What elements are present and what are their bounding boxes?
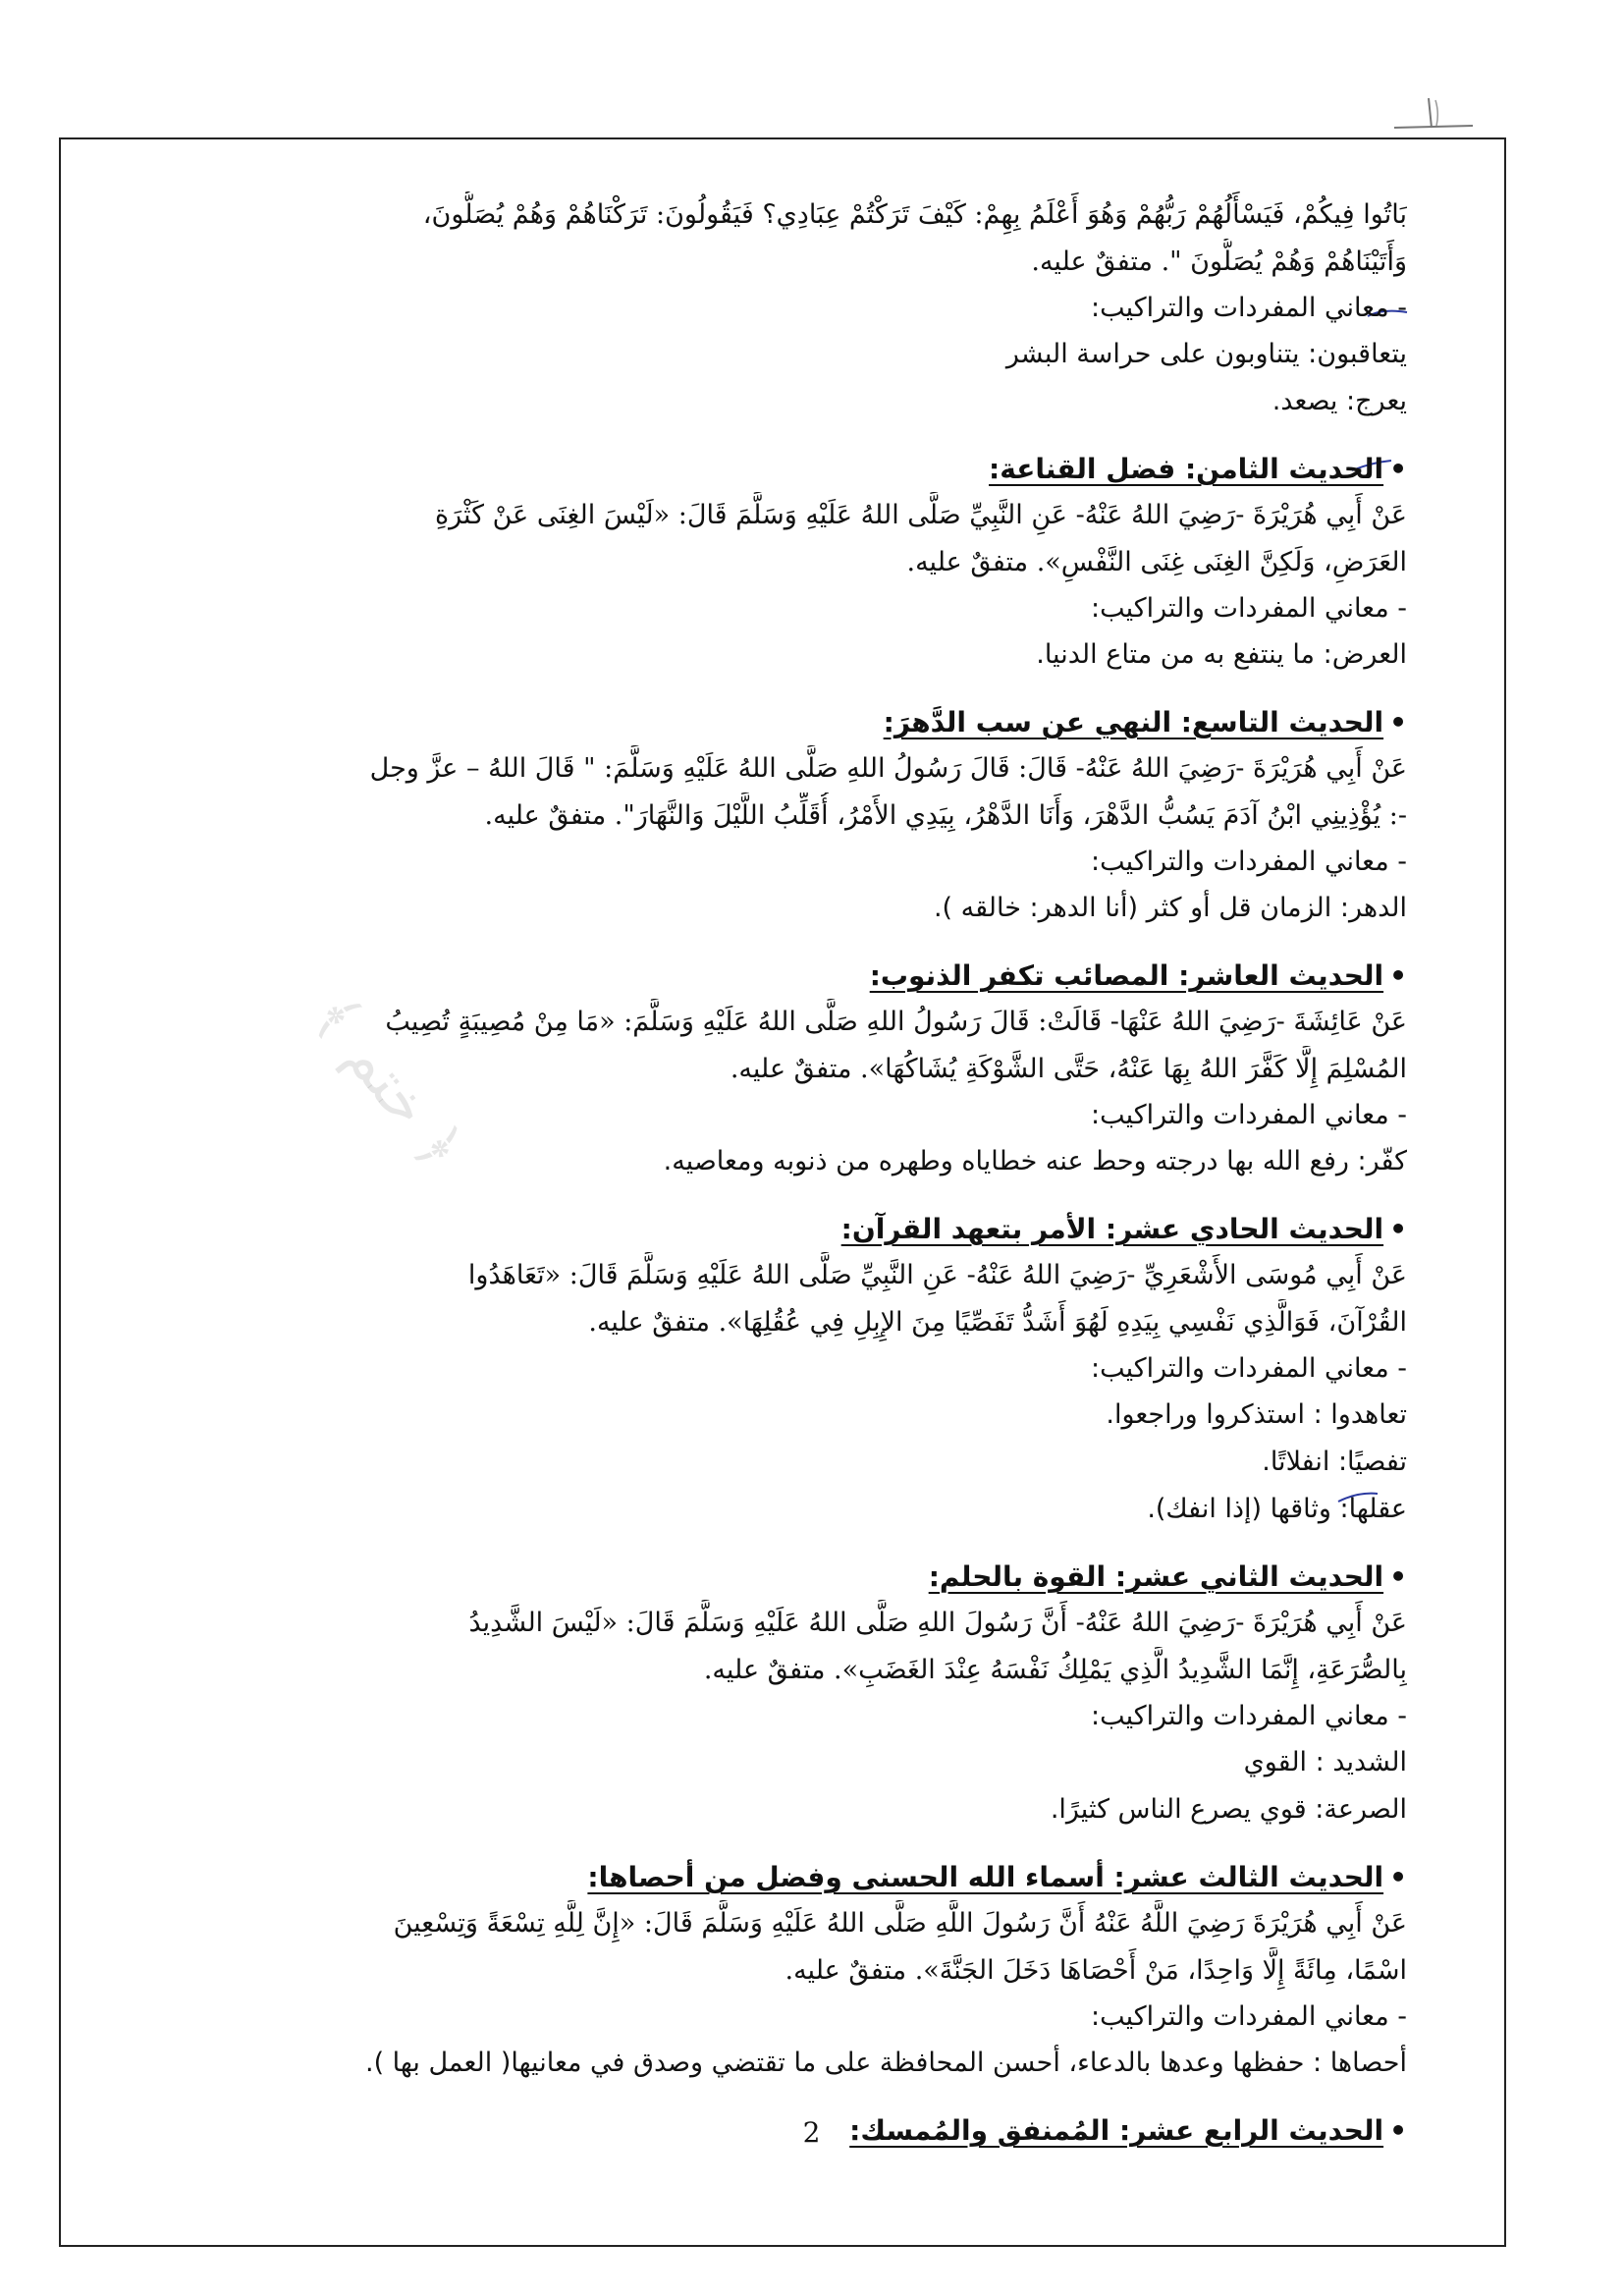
vocab-line: أحصاها : حفظها وعدها بالدعاء، أحسن المحافظة على ما تقتضي وصدق في معانيها( العمل بها ). bbox=[364, 2048, 1407, 2078]
vocab-heading: - معاني المفردات والتراكيب: bbox=[1091, 1353, 1407, 1384]
section-title: الحديث الرابع عشر: المُمنفق والمُمسك: bbox=[849, 2114, 1384, 2147]
vocab-heading: - معاني المفردات والتراكيب: bbox=[1091, 293, 1407, 323]
hadith-line: عَنْ عَائِشَةَ -رَضِيَ اللهُ عَنْهَا- قَالَتْ: قَالَ رَسُولُ اللهِ صَلَّى اللهُ عَلَيْهِ وَسَلَّمَ: «مَا مِنْ مُصِيبَةٍ تُصِيبُ bbox=[385, 1007, 1407, 1037]
bullet-icon: • bbox=[1389, 706, 1407, 738]
vocab-heading: - معاني المفردات والتراكيب: bbox=[1091, 2001, 1407, 2032]
section-heading bbox=[226, 954, 1407, 999]
hadith-line: بَاتُوا فِيكُمْ، فَيَسْأَلُهُمْ رَبُّهُمْ وَهُوَ أَعْلَمُ بِهِمْ: كَيْفَ تَرَكْتُمْ عِبَادِي؟ فَيَقُولُونَ: تَرَكْنَاهُمْ وَهُمْ يُصَلُّونَ، bbox=[422, 199, 1407, 230]
vocab-heading: - معاني المفردات والتراكيب: bbox=[1091, 1100, 1407, 1130]
hadith-section-9 bbox=[226, 700, 1407, 932]
hadith-line: المُسْلِمَ إِلَّا كَفَّرَ اللهُ بِهَا عَنْهُ، حَتَّى الشَّوْكَةِ يُشَاكُهَا». متفقٌ عليه. bbox=[730, 1054, 1407, 1084]
intro-block bbox=[226, 191, 1407, 425]
hadith-line: اسْمًا، مِائَةً إِلَّا وَاحِدًا، مَنْ أَحْصَاهَا دَخَلَ الجَنَّةَ». متفقٌ عليه. bbox=[784, 1955, 1407, 1986]
vocab-heading: - معاني المفردات والتراكيب: bbox=[1091, 593, 1407, 624]
hadith-line: عَنْ أَبِي هُرَيْرَةَ -رَضِيَ اللهُ عَنْهُ- أَنَّ رَسُولَ اللهِ صَلَّى اللهُ عَلَيْهِ وَسَلَّمَ قَالَ: «لَيْسَ الشَّدِيدُ bbox=[468, 1608, 1407, 1638]
vocab-line: عقلها: وثاقها (إذا انفك). bbox=[1147, 1494, 1407, 1524]
faint-stamp-watermark: ﴿ ختم ﴾ bbox=[298, 982, 477, 1182]
vocab-line: الشديد : القوي bbox=[1243, 1747, 1407, 1777]
vocab-line: تعاهدوا : استذكروا وراجعوا. bbox=[1106, 1399, 1407, 1430]
hadith-line: -: يُؤْذِينِي ابْنُ آدَمَ يَسُبُّ الدَّهْرَ، وَأَنَا الدَّهْرُ، بِيَدِي الأَمْرُ، أُقَلِّبُ اللَّيْلَ وَالنَّهَارَ". متفقٌ عليه. bbox=[484, 800, 1407, 831]
vocab-heading: - معاني المفردات والتراكيب: bbox=[1091, 847, 1407, 877]
section-title: الحديث الثامن: فضل القناعة: bbox=[989, 453, 1384, 485]
section-title: الحديث الثاني عشر: القوة بالحلم: bbox=[928, 1560, 1384, 1593]
hadith-line: عَنْ أَبِي هُرَيْرَةَ -رَضِيَ اللهُ عَنْهُ- عَنِ النَّبِيِّ صَلَّى اللهُ عَلَيْهِ وَسَلَّمَ قَالَ: «لَيْسَ الغِنَى عَنْ كَثْرَةِ bbox=[434, 500, 1407, 530]
bullet-icon: • bbox=[1389, 1560, 1407, 1593]
vocab-line: تفصيًا: انفلاتًا. bbox=[1262, 1447, 1407, 1477]
hadith-section-10 bbox=[226, 954, 1407, 1185]
hadith-line: القُرْآنَ، فَوَالَّذِي نَفْسِي بِيَدِهِ لَهُوَ أَشَدُّ تَفَصِّيًا مِنَ الإِبِلِ فِي عُقُلِهَا». متفقٌ عليه. bbox=[588, 1307, 1407, 1338]
vocab-line: يتعاقبون: يتناوبون على حراسة البشر bbox=[1005, 339, 1407, 369]
section-heading bbox=[226, 447, 1407, 492]
section-title: الحديث العاشر: المصائب تكفر الذنوب: bbox=[869, 959, 1384, 992]
hadith-line: وَأَتَيْنَاهُمْ وَهُمْ يُصَلُّونَ ". متفقٌ عليه. bbox=[1031, 246, 1407, 277]
bullet-icon: • bbox=[1389, 453, 1407, 485]
document-body bbox=[226, 191, 1407, 2154]
page-number: 2 bbox=[802, 2116, 821, 2149]
section-heading bbox=[226, 1555, 1407, 1600]
vocab-line: كفّر: رفع الله بها درجته وحط عنه خطاياه وطهره من ذنوبه ومعاصيه. bbox=[663, 1146, 1407, 1176]
section-heading bbox=[226, 1207, 1407, 1252]
vocab-line: الدهر: الزمان قل أو كثر (أنا الدهر: خالقه ). bbox=[933, 893, 1407, 923]
section-title: الحديث الحادي عشر: الأمر بتعهد القرآن: bbox=[840, 1213, 1384, 1245]
hadith-line: عَنْ أَبِي هُرَيْرَةَ رَضِيَ اللَّهُ عَنْهُ أَنَّ رَسُولَ اللَّهِ صَلَّى اللهُ عَلَيْهِ وَسَلَّمَ قَالَ: «إِنَّ لِلَّهِ تِسْعَةً وَتِسْعِينَ bbox=[393, 1908, 1407, 1939]
vocab-line: الصرعة: قوي يصرع الناس كثيرًا. bbox=[1050, 1794, 1407, 1825]
hadith-section-8 bbox=[226, 447, 1407, 679]
section-title: الحديث الثالث عشر: أسماء الله الحسنى وفضل من أحصاها: bbox=[587, 1861, 1384, 1893]
section-heading bbox=[226, 700, 1407, 745]
bullet-icon: • bbox=[1389, 1213, 1407, 1245]
hadith-line: عَنْ أَبِي هُرَيْرَةَ -رَضِيَ اللهُ عَنْهُ- قَالَ: قَالَ رَسُولُ اللهِ صَلَّى اللهُ عَلَيْهِ وَسَلَّمَ: " قَالَ اللهُ – عزَّ وجل bbox=[369, 753, 1407, 784]
hadith-line: بِالصُّرَعَةِ، إِنَّمَا الشَّدِيدُ الَّذِي يَمْلِكُ نَفْسَهُ عِنْدَ الغَضَبِ». متفقٌ عليه. bbox=[703, 1655, 1407, 1685]
hadith-line: عَنْ أَبِي مُوسَى الأَشْعَرِيِّ -رَضِيَ اللهُ عَنْهُ- عَنِ النَّبِيِّ صَلَّى اللهُ عَلَيْهِ وَسَلَّمَ قَالَ: «تَعَاهَدُوا bbox=[467, 1260, 1407, 1290]
section-title: الحديث التاسع: النهي عن سب الدَّهرَ: bbox=[883, 706, 1384, 738]
vocab-line: يعرج: يصعد. bbox=[1271, 386, 1407, 416]
vocab-line: العرض: ما ينتفع به من متاع الدنيا. bbox=[1036, 639, 1407, 670]
bullet-icon: • bbox=[1389, 1861, 1407, 1893]
section-heading bbox=[226, 1855, 1407, 1900]
hadith-section-13 bbox=[226, 1855, 1407, 2087]
hadith-section-11 bbox=[226, 1207, 1407, 1533]
handwritten-corner-mark bbox=[1375, 88, 1483, 147]
vocab-heading: - معاني المفردات والتراكيب: bbox=[1091, 1701, 1407, 1731]
bullet-icon: • bbox=[1389, 2114, 1407, 2147]
hadith-line: العَرَضِ، وَلَكِنَّ الغِنَى غِنَى النَّفْسِ». متفقٌ عليه. bbox=[906, 547, 1407, 577]
bullet-icon: • bbox=[1389, 959, 1407, 992]
hadith-section-12 bbox=[226, 1555, 1407, 1833]
